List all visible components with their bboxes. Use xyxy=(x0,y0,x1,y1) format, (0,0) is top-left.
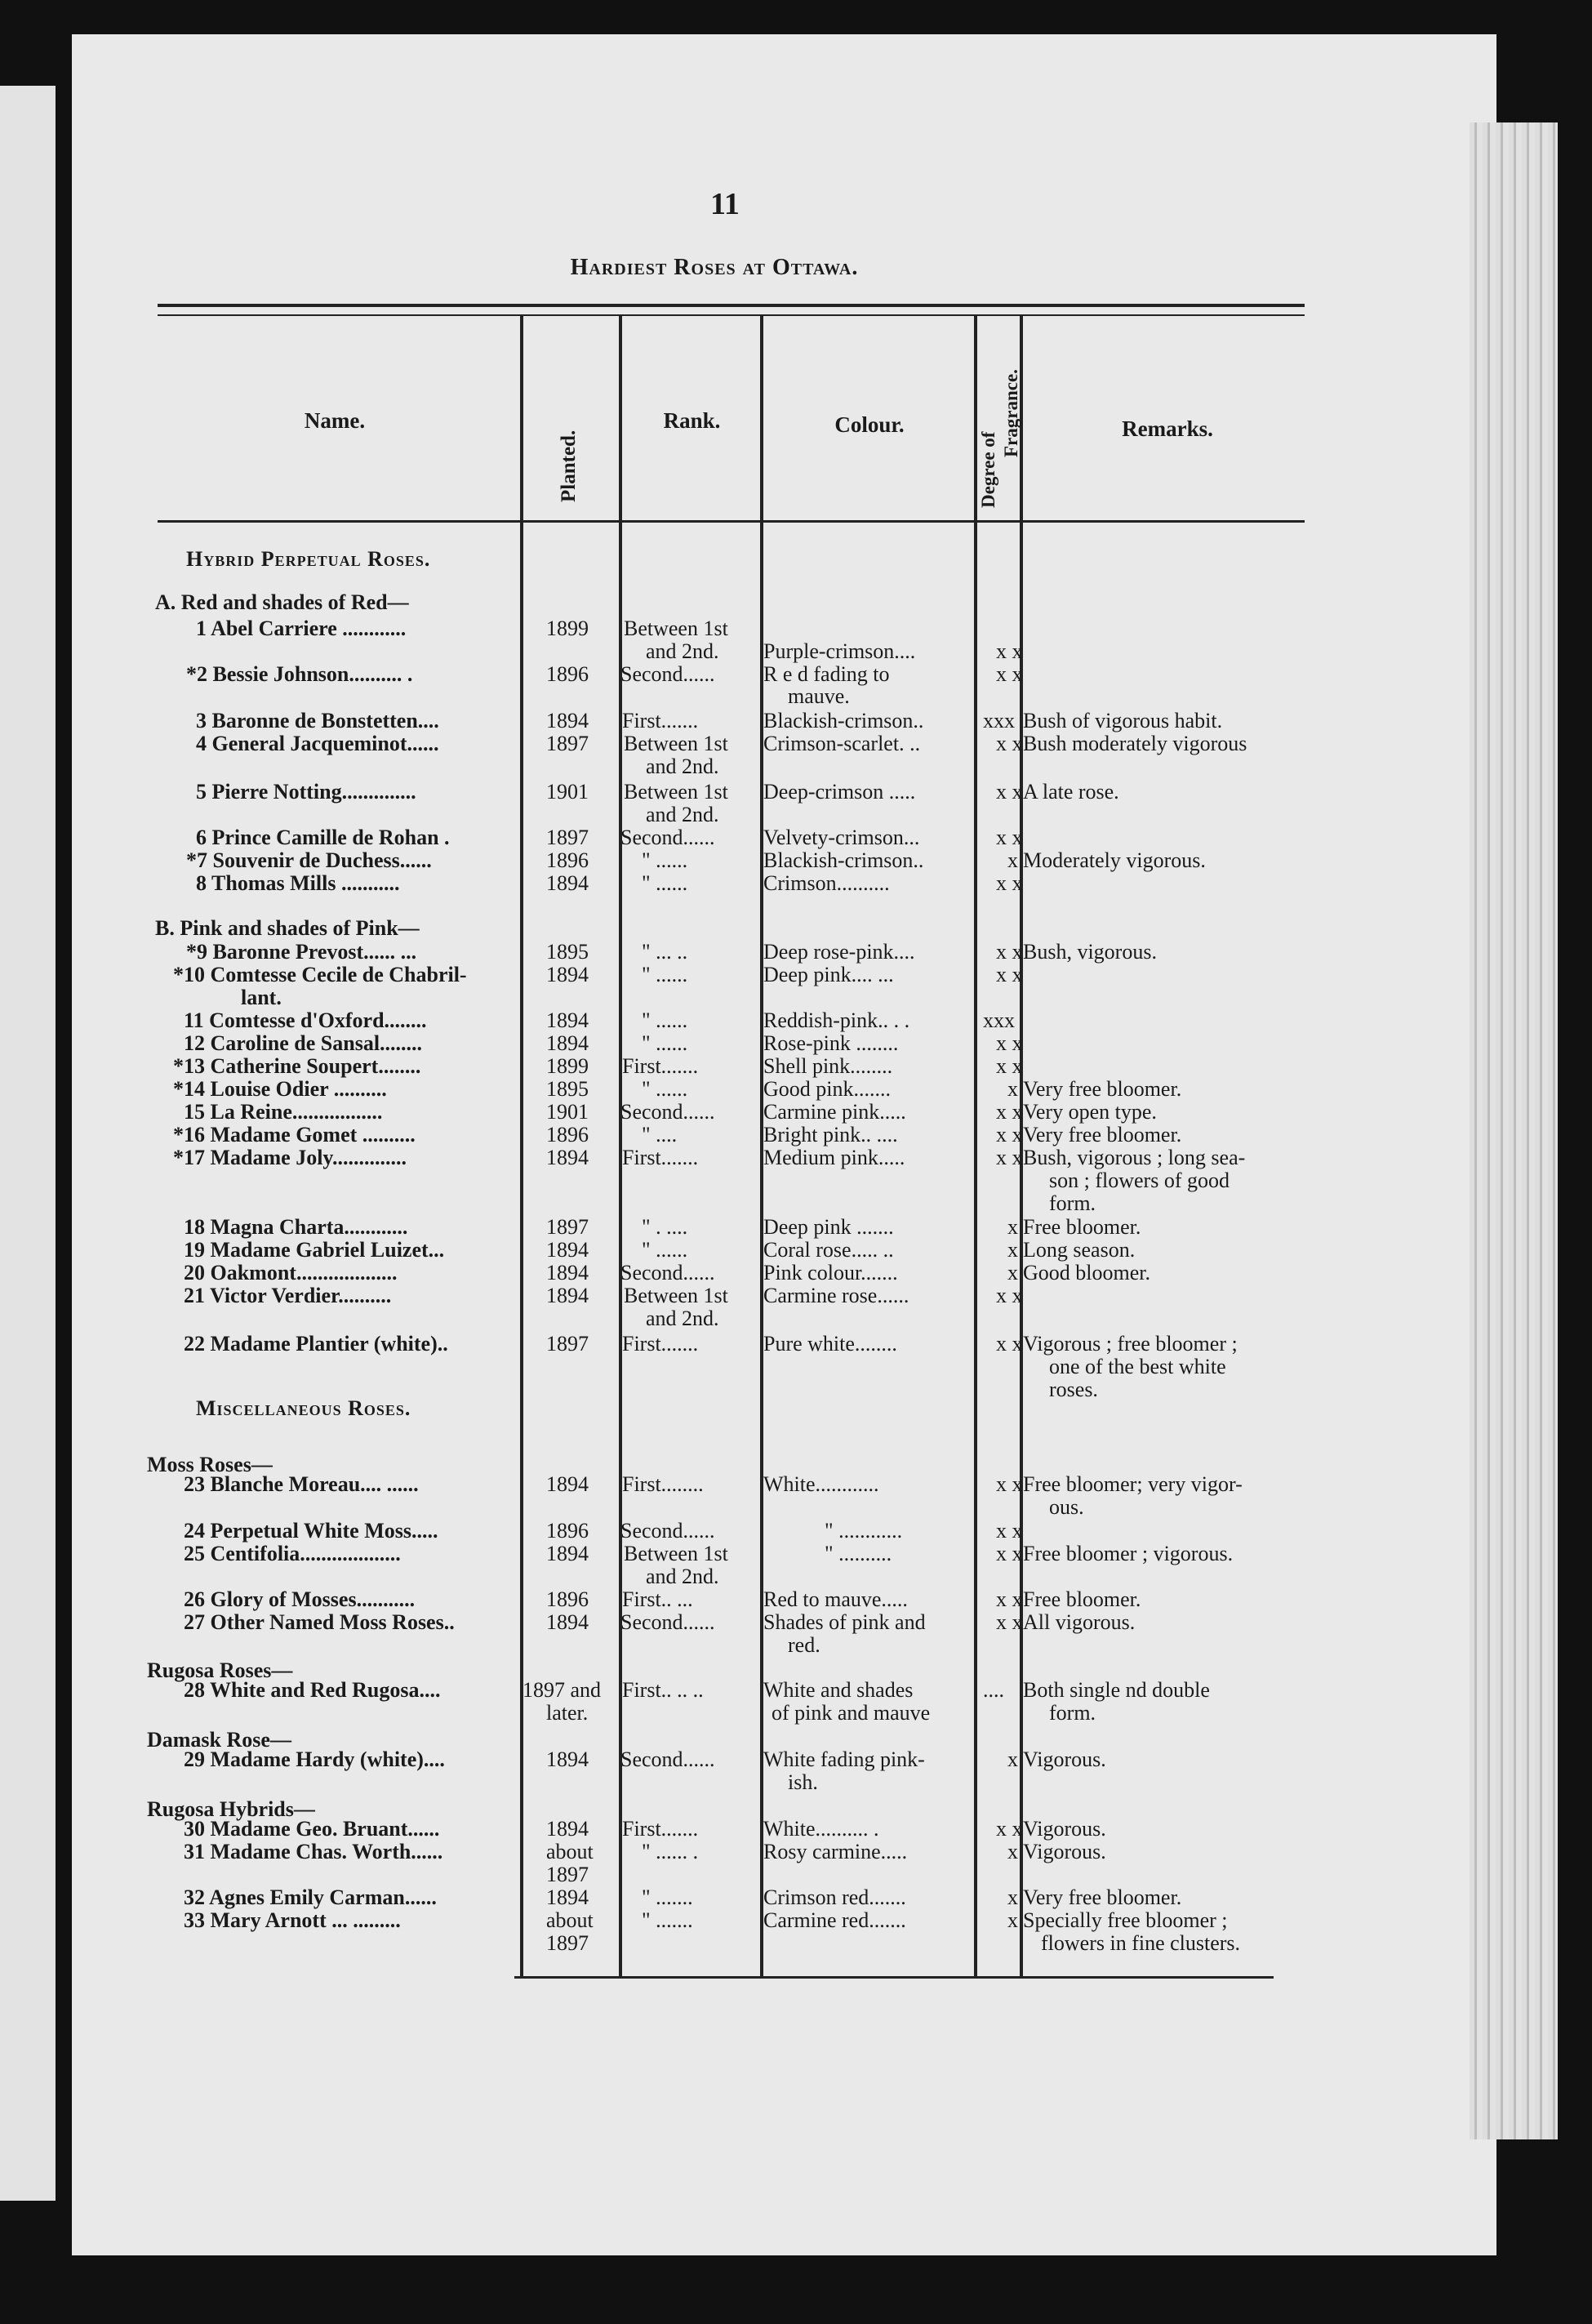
table-text: White fading pink- xyxy=(763,1747,925,1771)
table-text: mauve. xyxy=(788,684,850,708)
table-text: Second...... xyxy=(620,1261,715,1284)
table-text: Medium pink..... xyxy=(763,1146,905,1169)
table-text: " ....... xyxy=(642,1908,693,1932)
table-text: Rosy carmine..... xyxy=(763,1840,908,1863)
table-text: 26 Glory of Mosses........... xyxy=(184,1587,416,1611)
table-text: 1897 xyxy=(546,826,589,849)
table-text: Shell pink........ xyxy=(763,1054,893,1078)
table-text: Bright pink.. .... xyxy=(763,1123,898,1146)
table-text: 1894 xyxy=(546,1817,589,1841)
table-text: 23 Blanche Moreau.... ...... xyxy=(184,1472,419,1496)
table-text: x x xyxy=(996,662,1023,686)
table-text: of pink and mauve xyxy=(772,1701,931,1725)
table-text: Rugosa Hybrids— xyxy=(147,1797,315,1821)
table-text: Second...... xyxy=(620,826,715,849)
table-text: Purple-crimson.... xyxy=(763,639,916,663)
table-text: x x xyxy=(996,1587,1023,1611)
table-text: " ... .. xyxy=(642,940,688,964)
table-text: lant. xyxy=(241,986,282,1009)
table-text: Pure white........ xyxy=(763,1332,897,1356)
table-text: x x xyxy=(996,963,1023,986)
table-text: 1894 xyxy=(546,709,589,732)
table-text: " ............ xyxy=(825,1519,903,1543)
table-text: First.. ... xyxy=(622,1587,693,1611)
table-text: Good bloomer. xyxy=(1023,1261,1150,1284)
table-text: 1897 and xyxy=(523,1678,602,1702)
table-text: x xyxy=(1007,1215,1018,1239)
table-text: 24 Perpetual White Moss..... xyxy=(184,1519,438,1543)
table-text: ish. xyxy=(788,1770,818,1794)
col-divider-fragrance xyxy=(974,314,977,1976)
table-text: 1894 xyxy=(546,871,589,895)
table-text: Velvety-crimson... xyxy=(763,826,920,849)
header-remarks: Remarks. xyxy=(1122,416,1213,441)
table-text: Crimson.......... xyxy=(763,871,890,895)
table-text: x xyxy=(1007,1885,1018,1909)
table-text: First.. .. .. xyxy=(622,1678,704,1702)
table-text: 1897 xyxy=(546,732,589,755)
table-text: Vigorous. xyxy=(1023,1747,1106,1771)
table-text: *17 Madame Joly.............. xyxy=(173,1146,407,1169)
table-text: Bush of vigorous habit. xyxy=(1023,709,1223,732)
table-text: Pink colour....... xyxy=(763,1261,898,1284)
table-text: about xyxy=(546,1908,594,1932)
table-text: x xyxy=(1007,1908,1018,1932)
table-text: " ...... xyxy=(642,848,688,872)
table-text: and 2nd. xyxy=(646,639,719,663)
table-text: 1894 xyxy=(546,1542,589,1565)
table-text: 1901 xyxy=(546,780,589,804)
table-text: Very free bloomer. xyxy=(1023,1077,1182,1101)
table-text: later. xyxy=(546,1701,589,1725)
table-bottom-rule xyxy=(514,1976,1274,1979)
table-text: x x xyxy=(996,1100,1023,1124)
table-text: Bush, vigorous ; long sea- xyxy=(1023,1146,1246,1169)
header-colour: Colour. xyxy=(834,412,905,437)
page-number: 11 xyxy=(710,187,740,221)
table-text: Between 1st xyxy=(624,732,728,755)
table-text: x xyxy=(1007,1261,1018,1284)
table-text: Carmine rose...... xyxy=(763,1284,909,1307)
table-text: Second...... xyxy=(620,1747,715,1771)
table-text: x xyxy=(1007,1840,1018,1863)
table-text: Second...... xyxy=(620,1610,715,1634)
table-text: Red to mauve..... xyxy=(763,1587,908,1611)
table-text: Deep-crimson ..... xyxy=(763,780,916,804)
table-text: x x xyxy=(996,1817,1023,1841)
table-text: form. xyxy=(1049,1191,1096,1215)
table-text: White............ xyxy=(763,1472,879,1496)
table-text: 1896 xyxy=(546,1587,589,1611)
table-text: roses. xyxy=(1049,1378,1098,1401)
table-text: Deep pink.... ... xyxy=(763,963,894,986)
table-text: Vigorous. xyxy=(1023,1840,1106,1863)
table-text: Deep rose-pink.... xyxy=(763,940,915,964)
table-text: 1897 xyxy=(546,1332,589,1356)
table-top-rule-2 xyxy=(158,314,1305,316)
table-text: 1896 xyxy=(546,848,589,872)
table-text: First....... xyxy=(622,1332,699,1356)
table-text: Second...... xyxy=(620,1100,715,1124)
table-text: Free bloomer. xyxy=(1023,1587,1141,1611)
table-text: x x xyxy=(996,780,1023,804)
table-text: x x xyxy=(996,1146,1023,1169)
table-top-rule-1 xyxy=(158,304,1305,307)
table-text: about xyxy=(546,1840,594,1863)
table-text: form. xyxy=(1049,1701,1096,1725)
table-text: *13 Catherine Soupert........ xyxy=(173,1054,421,1078)
table-text: 1894 xyxy=(546,1472,589,1496)
table-text: " ...... xyxy=(642,1031,688,1055)
table-text: 3 Baronne de Bonstetten.... xyxy=(196,709,439,732)
table-text: 1894 xyxy=(546,1031,589,1055)
table-text: Second...... xyxy=(620,662,715,686)
table-text: Both single nd double xyxy=(1023,1678,1210,1702)
table-text: 1899 xyxy=(546,1054,589,1078)
table-text: .... xyxy=(983,1678,1004,1702)
table-text: Damask Rose— xyxy=(147,1728,291,1752)
table-text: 8 Thomas Mills ........... xyxy=(196,871,400,895)
table-text: Good pink....... xyxy=(763,1077,891,1101)
table-text: xxx xyxy=(983,1008,1015,1032)
table-text: Between 1st xyxy=(624,617,728,640)
table-text: Crimson-scarlet. .. xyxy=(763,732,921,755)
table-text: R e d fading to xyxy=(763,662,890,686)
table-text: " ...... xyxy=(642,1077,688,1101)
table-text: Carmine pink..... xyxy=(763,1100,906,1124)
table-text: x x xyxy=(996,1284,1023,1307)
table-text: " ...... xyxy=(642,1238,688,1262)
table-text: Blackish-crimson.. xyxy=(763,709,924,732)
table-text: 1894 xyxy=(546,1610,589,1634)
table-text: 25 Centifolia................... xyxy=(184,1542,401,1565)
table-text: Vigorous ; free bloomer ; xyxy=(1023,1332,1238,1356)
table-text: Vigorous. xyxy=(1023,1817,1106,1841)
header-name: Name. xyxy=(304,408,366,433)
table-text: 1894 xyxy=(546,1146,589,1169)
table-text: x x xyxy=(996,1332,1023,1356)
table-text: Coral rose..... .. xyxy=(763,1238,894,1262)
table-text: Moderately vigorous. xyxy=(1023,848,1206,872)
table-text: White.......... . xyxy=(763,1817,879,1841)
table-text: First....... xyxy=(622,1817,699,1841)
table-text: 15 La Reine................. xyxy=(184,1100,383,1124)
table-text: *2 Bessie Johnson.......... . xyxy=(186,662,413,686)
header-planted: Planted. xyxy=(558,430,580,502)
table-text: 22 Madame Plantier (white).. xyxy=(184,1332,448,1356)
table-text: Bush moderately vigorous xyxy=(1023,732,1247,755)
table-text: 6 Prince Camille de Rohan . xyxy=(196,826,450,849)
table-text: x x xyxy=(996,1031,1023,1055)
table-text: 1896 xyxy=(546,1123,589,1146)
table-text: " .... xyxy=(642,1123,678,1146)
table-text: 1895 xyxy=(546,1077,589,1101)
table-text: Free bloomer; very vigor- xyxy=(1023,1472,1243,1496)
table-text: x x xyxy=(996,871,1023,895)
table-text: 1896 xyxy=(546,662,589,686)
table-text: Very free bloomer. xyxy=(1023,1885,1182,1909)
page-title: Hardiest Roses at Ottawa. xyxy=(570,255,859,280)
table-text: A. Red and shades of Red— xyxy=(155,590,409,614)
table-text: 4 General Jacqueminot...... xyxy=(196,732,439,755)
table-text: x xyxy=(1007,1077,1018,1101)
table-text: Blackish-crimson.. xyxy=(763,848,924,872)
header-fragrance-line-2: Fragrance. xyxy=(1001,369,1021,457)
table-text: 1894 xyxy=(546,963,589,986)
table-text: x xyxy=(1007,848,1018,872)
table-text: Hybrid Perpetual Roses. xyxy=(186,547,431,571)
table-text: 1894 xyxy=(546,1008,589,1032)
adjacent-page-edge xyxy=(0,86,56,2201)
table-text: 1897 xyxy=(546,1215,589,1239)
table-text: *14 Louise Odier .......... xyxy=(173,1077,387,1101)
table-text: 20 Oakmont................... xyxy=(184,1261,398,1284)
table-text: First........ xyxy=(622,1472,704,1496)
table-text: 1894 xyxy=(546,1261,589,1284)
table-text: x x xyxy=(996,1542,1023,1565)
table-text: First....... xyxy=(622,1054,699,1078)
table-text: 33 Mary Arnott ... ......... xyxy=(184,1908,401,1932)
table-text: red. xyxy=(788,1633,820,1657)
table-text: 1894 xyxy=(546,1885,589,1909)
table-text: 1899 xyxy=(546,617,589,640)
table-text: *16 Madame Gomet .......... xyxy=(173,1123,416,1146)
table-text: Rose-pink ........ xyxy=(763,1031,899,1055)
table-text: x xyxy=(1007,1238,1018,1262)
table-text: Miscellaneous Roses. xyxy=(196,1396,411,1420)
table-text: x x xyxy=(996,1054,1023,1078)
table-text: x xyxy=(1007,1747,1018,1771)
table-text: x x xyxy=(996,1472,1023,1496)
table-text: All vigorous. xyxy=(1023,1610,1136,1634)
table-text: Crimson red....... xyxy=(763,1885,906,1909)
table-text: 32 Agnes Emily Carman...... xyxy=(184,1885,437,1909)
table-text: 1901 xyxy=(546,1100,589,1124)
header-rank: Rank. xyxy=(663,408,721,433)
table-text: " ...... . xyxy=(642,1840,699,1863)
table-text: one of the best white xyxy=(1049,1355,1226,1378)
table-text: and 2nd. xyxy=(646,1307,719,1330)
col-divider-planted xyxy=(520,314,523,1976)
table-text: 28 White and Red Rugosa.... xyxy=(184,1678,441,1702)
table-text: " ...... xyxy=(642,871,688,895)
table-text: White and shades xyxy=(763,1678,914,1702)
table-text: 1 Abel Carriere ............ xyxy=(196,617,407,640)
table-text: First....... xyxy=(622,1146,699,1169)
table-text: 18 Magna Charta............ xyxy=(184,1215,408,1239)
table-text: *9 Baronne Prevost...... ... xyxy=(186,940,417,964)
table-text: Between 1st xyxy=(624,780,728,804)
table-text: Very free bloomer. xyxy=(1023,1123,1182,1146)
table-text: 30 Madame Geo. Bruant...... xyxy=(184,1817,440,1841)
table-text: Specially free bloomer ; xyxy=(1023,1908,1228,1932)
table-text: Deep pink ....... xyxy=(763,1215,894,1239)
table-text: and 2nd. xyxy=(646,803,719,826)
table-text: 1894 xyxy=(546,1238,589,1262)
table-text: Between 1st xyxy=(624,1284,728,1307)
table-text: Second...... xyxy=(620,1519,715,1543)
table-text: Carmine red....... xyxy=(763,1908,906,1932)
table-text: xxx xyxy=(983,709,1015,732)
table-text: 29 Madame Hardy (white).... xyxy=(184,1747,445,1771)
table-text: ous. xyxy=(1049,1495,1084,1519)
table-text: 19 Madame Gabriel Luizet... xyxy=(184,1238,445,1262)
table-text: A late rose. xyxy=(1023,780,1119,804)
table-text: *10 Comtesse Cecile de Chabril- xyxy=(173,963,467,986)
table-text: x x xyxy=(996,826,1023,849)
table-text: 31 Madame Chas. Worth...... xyxy=(184,1840,443,1863)
table-text: x x xyxy=(996,639,1023,663)
table-text: 27 Other Named Moss Roses.. xyxy=(184,1610,455,1634)
table-text: and 2nd. xyxy=(646,1565,719,1588)
table-text: Reddish-pink.. . . xyxy=(763,1008,910,1032)
table-text: 5 Pierre Notting.............. xyxy=(196,780,416,804)
table-text: 1894 xyxy=(546,1284,589,1307)
table-text: x x xyxy=(996,1519,1023,1543)
table-text: 1896 xyxy=(546,1519,589,1543)
table-text: Free bloomer ; vigorous. xyxy=(1023,1542,1234,1565)
table-text: x x xyxy=(996,1123,1023,1146)
table-text: x x xyxy=(996,1610,1023,1634)
table-text: son ; flowers of good xyxy=(1049,1169,1230,1192)
table-text: " .......... xyxy=(825,1542,892,1565)
table-text: x x xyxy=(996,940,1023,964)
table-text: Between 1st xyxy=(624,1542,728,1565)
table-text: " ...... xyxy=(642,963,688,986)
table-text: 1897 xyxy=(546,1931,589,1955)
page-stack-edge xyxy=(1470,122,1558,2139)
header-fragrance-line-1: Degree of xyxy=(978,431,998,508)
table-text: x x xyxy=(996,732,1023,755)
table-text: 12 Caroline de Sansal........ xyxy=(184,1031,423,1055)
table-text: 1895 xyxy=(546,940,589,964)
table-text: Rugosa Roses— xyxy=(147,1658,293,1682)
table-text: " ...... xyxy=(642,1008,688,1032)
table-text: 1897 xyxy=(546,1863,589,1886)
table-text: flowers in fine clusters. xyxy=(1041,1931,1241,1955)
table-text: Bush, vigorous. xyxy=(1023,940,1157,964)
header-bottom-rule xyxy=(158,520,1305,523)
table-text: Free bloomer. xyxy=(1023,1215,1141,1239)
table-text: and 2nd. xyxy=(646,755,719,778)
table-text: B. Pink and shades of Pink— xyxy=(155,916,420,940)
table-text: Shades of pink and xyxy=(763,1610,926,1634)
table-text: Very open type. xyxy=(1023,1100,1157,1124)
table-text: 21 Victor Verdier.......... xyxy=(184,1284,392,1307)
table-text: " ....... xyxy=(642,1885,693,1909)
table-text: *7 Souvenir de Duchess...... xyxy=(186,848,432,872)
table-text: Long season. xyxy=(1023,1238,1136,1262)
table-text: 11 Comtesse d'Oxford........ xyxy=(184,1008,427,1032)
table-text: First....... xyxy=(622,709,699,732)
table-text: Moss Roses— xyxy=(147,1453,273,1476)
table-text: 1894 xyxy=(546,1747,589,1771)
table-text: " . .... xyxy=(642,1215,688,1239)
